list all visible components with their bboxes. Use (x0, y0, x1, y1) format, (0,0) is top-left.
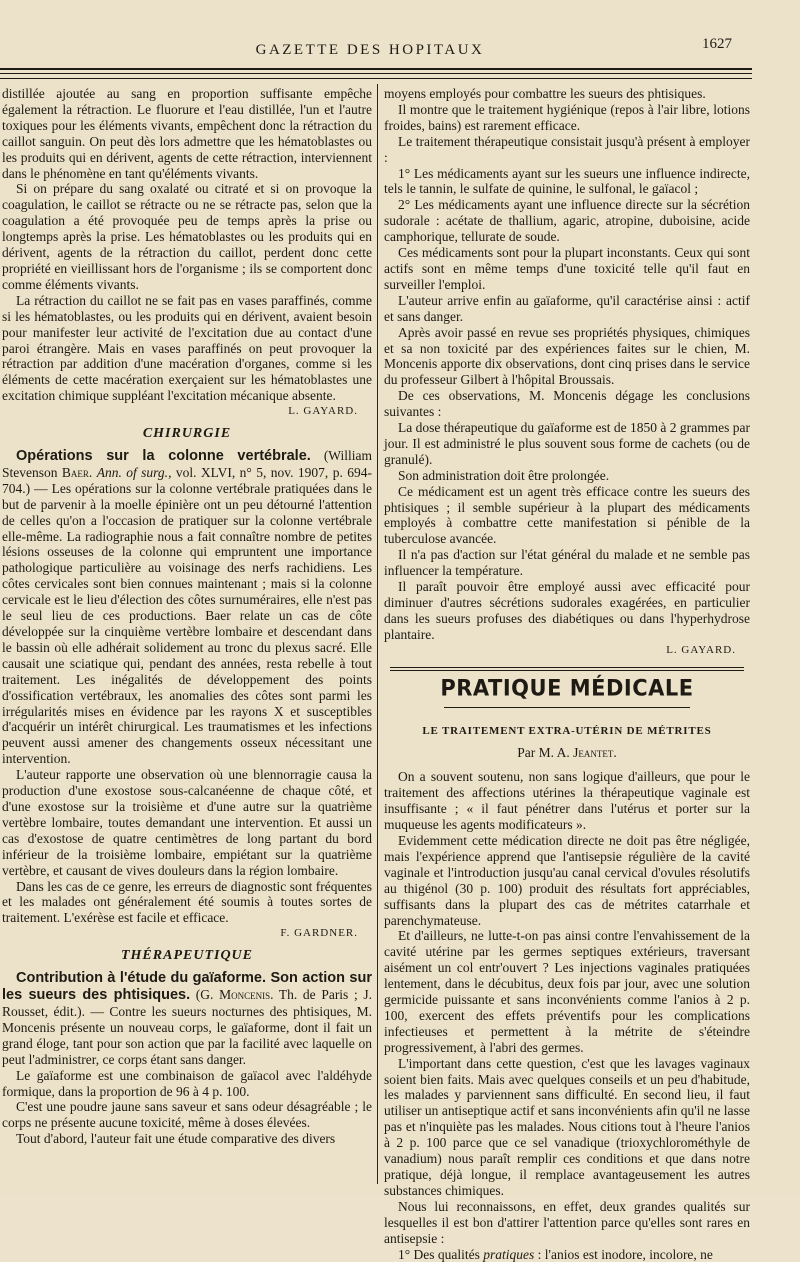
paragraph: L'important dans cette question, c'est que les lavages vaginaux soient bien faits. Mais avec quelques conseils et un peu d'habitude, les malades y parviennent sans difficulté. En second lieu, il faut utiliser un antiseptique actif et sans inconvénients afin qu'il ne lasse pas et n'inquiète pas les malades. Nous citions tout à l'heure l'anios à 2 p. 100 parce que ce sel vanadique (trioxychlorométhyle de vanadium) nous paraît remplir ces conditions et que dans notre pratique, déjà longue, il remplace avantageusement les autres substances chimiques. (384, 1055, 750, 1198)
signature: L. GAYARD. (288, 405, 358, 418)
paragraph: Tout d'abord, l'auteur fait une étude comparative des divers (16, 1131, 336, 1147)
paragraph: Et d'ailleurs, ne lutte-t-on pas ainsi contre l'envahissement de la cavité utérine par les germes septiques extérieurs, traversant aisément un col entr'ouvert ? Les injections vaginales pratiquées lentement, dans le décubitus, deux fois par jour, avec une solution germicide puissante et sans inconvénients comme l'anios à 2 p. 100, exercent des effets préventifs pour les complications infectieuses et permettent à la métrite de s'éteindre progressivement, à l'abri des germes. (384, 928, 750, 1055)
paragraph: 2° Les médicaments ayant une influence directe sur la sécrétion sudorale : acétate de thallium, agaric, atropine, duboisine, acide camphorique, tellurate de soude. (384, 197, 750, 245)
last-line-emphasis: pratiques (483, 1246, 535, 1262)
paragraph: On a souvent soutenu, non sans logique d'ailleurs, que pour le traitement des affections utérines la thérapeutique vaginale est insuffisante ; « il faut pénétrer dans l'utérus et porter sur la muqueuse les agents modificateurs ». (384, 769, 750, 833)
section-heading-therapeutique: THÉRAPEUTIQUE (120, 948, 253, 964)
paragraph: 1° Les médicaments ayant sur les sueurs une influence indirecte, tels le tannin, le sulfate de quinine, le sulfonal, le gaïacol ; (384, 165, 750, 197)
header-rule-thin-2 (0, 78, 752, 79)
section-heading-pratique-medicale: PRATIQUE MÉDICALE (440, 674, 694, 701)
paragraph: Le gaïaforme est une combinaison de gaïacol avec l'aldéhyde formique, dans la proportion de 96 à 4 p. 100. (2, 1067, 372, 1099)
last-line-start: 1° Des qualités (398, 1246, 484, 1262)
paragraph: Il n'a pas d'action sur l'état général du malade et ne semble pas influencer la température. (384, 547, 750, 579)
citation-start: (G. (190, 987, 220, 1003)
paragraph: Evidemment cette médication directe ne doit pas être négligée, mais l'expérience apprend que l'antisepsie régulière de la cavité vaginale et l'introduction jusqu'au canal cervical d'ovules résolutifs au thigénol (30 p. 100) produit des résultats fort appréciables, suffisants dans la plupart des cas de métrites catarrhale et parenchymateuse. (384, 832, 750, 928)
article-heading: LE TRAITEMENT EXTRA-UTÉRIN DE MÉTRITES (422, 724, 712, 737)
citation-end: Th. de Paris ; J. Rousset, édit.). (2, 987, 372, 1020)
article-paragraph (2, 448, 372, 767)
paragraph-text: — Contre les sueurs nocturnes des phtisiques, M. Moncenis présente un nouveau corps, le gaïaforme, dont il fait un grand éloge, tant pour son action que par la facilité avec laquelle on peut l'administrer, ce corps étant sans danger. (2, 1004, 372, 1067)
section-divider (390, 667, 744, 671)
citation-author: Baer. (61, 464, 93, 480)
article-paragraph (2, 970, 372, 1068)
column-divider (377, 84, 378, 1184)
running-title: GAZETTE DES HOPITAUX (255, 42, 485, 58)
header-rule-thin (0, 73, 752, 74)
paragraph: Le traitement thérapeutique consistait jusqu'à présent à employer : (384, 133, 750, 165)
paragraph: Son administration doit être prolongée. (398, 467, 610, 483)
paragraph: Nous lui reconnaissons, en effet, deux grandes qualités sur lesquelles il est bon d'attirer l'attention parce qu'elles sont rares en antisepsie : (384, 1198, 750, 1246)
citation-start: (William Stevenson (2, 447, 373, 480)
paragraph: C'est une poudre jaune sans saveur et sans odeur désagréable ; le corps ne présente aucune toxicité, même à doses élevées. (2, 1099, 372, 1131)
paragraph: Après avoir passé en revue ses propriétés physiques, chimiques et sa non toxicité par des expériences faites sur le chien, M. Moncenis apporte dix observations, dont cinq prises dans le service du professeur Gilbert à l'hôpital Broussais. (384, 324, 750, 388)
paragraph: Il paraît pouvoir être employé aussi avec efficacité pour diminuer d'autres sécrétions sudorales exagérées, en particulier dans les sueurs profuses des diabétiques ou dans l'hyperhydrose plantaire. (384, 579, 750, 642)
paragraph: L'auteur rapporte une observation où une blennorragie causa la production d'une exostose sous-calcanéenne de chaque côté, et d'une exostose sur la troisième et d'une autre sur la quatrième vertèbre lombaire, toutes demandant une intervention. Et aussi un cas d'exostose de quatre centimètres de long partant du bord inférieur de la troisième lombaire, empiétant sur la quatrième vertèbre, et causant de vives douleurs dans la région lombaire. (2, 767, 372, 878)
paragraph: moyens employés pour combattre les sueurs des phtisiques. (384, 86, 706, 101)
right-column (384, 86, 750, 1262)
paragraph: La dose thérapeutique du gaïaforme est de 1850 à 2 grammes par jour. Il est administré le plus souvent sous forme de cachets (ou de granulé). (384, 420, 750, 467)
paragraph: Si on prépare du sang oxalaté ou citraté et si on provoque la coagulation, le caillot se rétracte ou ne se rétracte pas, selon que la coagulation a été provoquée peu de temps après la prise ou longtemps après la prise. Les hématoblastes ou les produits qui en dérivent, agents de la rétraction du caillot, perdent donc cette propriété en vieillissant hors de l'organisme ; ils se comportent donc comme éléments vivants. (2, 181, 372, 292)
last-line-end: : l'anios est inodore, incolore, ne (534, 1246, 713, 1262)
byline-author: M. A. Jeantet. (538, 745, 617, 761)
paragraph: De ces observations, M. Moncenis dégage les conclusions suivantes : (384, 388, 750, 420)
citation-end: , vol. XLVI, n° 5, nov. 1907, p. 694-704.) (2, 464, 372, 496)
heading-underline (444, 707, 690, 708)
signature: F. GARDNER. (280, 927, 358, 940)
paragraph: Ce médicament est un agent très efficace contre les sueurs des phtisiques ; il semble supérieur à la plupart des médicaments employés à combattre cette manifestation si pénible de la tuberculose avancée. (384, 483, 750, 547)
byline-prefix: Par (517, 745, 539, 761)
article-title: Contribution à l'étude du gaïaforme. Son action sur les sueurs des phtisiques. (2, 970, 372, 1004)
section-heading-chirurgie: CHIRURGIE (142, 426, 232, 442)
paragraph: Dans les cas de ce genre, les erreurs de diagnostic sont fréquentes et les malades ont généralement été soumis à toutes sortes de traitement. L'exérèse est facile et efficace. (2, 878, 372, 926)
citation-journal: Ann. of surg. (96, 464, 169, 480)
paragraph (384, 1247, 750, 1262)
page-number: 1627 (702, 36, 732, 52)
byline (384, 745, 750, 761)
article-title: Opérations sur la colonne vertébrale. (16, 447, 311, 464)
paragraph: Ces médicaments sont pour la plupart inconstants. Ceux qui sont actifs sont en même temps d'une toxicité telle qu'il faut en surveiller l'emploi. (384, 245, 750, 292)
signature: L. GAYARD. (666, 643, 736, 656)
paragraph-text: — Les opérations sur la colonne vertébrale pratiquées dans le but de parvenir à la moelle épinière ont un peu détourné l'attention de celles qu'on a l'occasion de pratiquer sur la colonne vertébrale elle-même. La radiographie nous a fait connaître nombre de petites lésions osseuses de la colonne qui empruntent une importance pathologique particulière au voisinage des nerfs rachidiens. Les côtes cervicales sont bien connues maintenant ; mais si la colonne cervicale est le lieu d'élection des côtes surnuméraires, elle n'est pas le seul lieu de ces productions. Baer relate un cas de côte développée sur la cinquième vertèbre lombaire et descendant dans le bassin où elle adhérait solidement au tronc du plexus sacré. Elle causait une sciatique qui, pendant des années, resta rebelle à tout traitement. Les inégalités de développement des points d'ossification vertébraux, les anomalies des côtes sont parmi les irrégularités mises en évidence par les rayons X et susceptibles d'acquérir un intérêt chirurgical. Les traumatismes et les infections peuvent aussi amener des changements osseux nécessitant une intervention. (2, 480, 372, 767)
citation-author: Moncenis. (219, 987, 274, 1003)
paragraph: Il montre que le traitement hygiénique (repos à l'air libre, lotions froides, bains) est rarement efficace. (384, 101, 750, 133)
header-rule-thick (0, 68, 752, 70)
left-column (0, 86, 372, 1190)
paragraph: La rétraction du caillot ne se fait pas en vases paraffinés, comme si les hématoblastes, ou les produits qui en dérivent, avaient besoin pour manifester leur activité de l'excitation due au contact d'une paroi étrangère. Mais en vases paraffinés on peut provoquer la rétraction par addition d'une macération d'organes, comme si les éléments de cette macération exerçaient sur les hématoblastes une excitation chimique suppléant l'excitation mécanique absente. (2, 292, 372, 404)
paragraph: distillée ajoutée au sang en proportion suffisante empêche également la rétraction. Le fluorure et l'eau distillée, l'un et l'autre toxiques pour les éléments vivants, empêchent donc la rétraction du caillot sanguin. On peut dès lors admettre que les hématoblastes ou les produits qui en dérivent, agents de cette rétraction, interviennent dans le phénomène en tant qu'éléments vivants. (2, 86, 372, 181)
paragraph: L'auteur arrive enfin au gaïaforme, qu'il caractérise ainsi : actif et sans danger. (384, 292, 750, 324)
